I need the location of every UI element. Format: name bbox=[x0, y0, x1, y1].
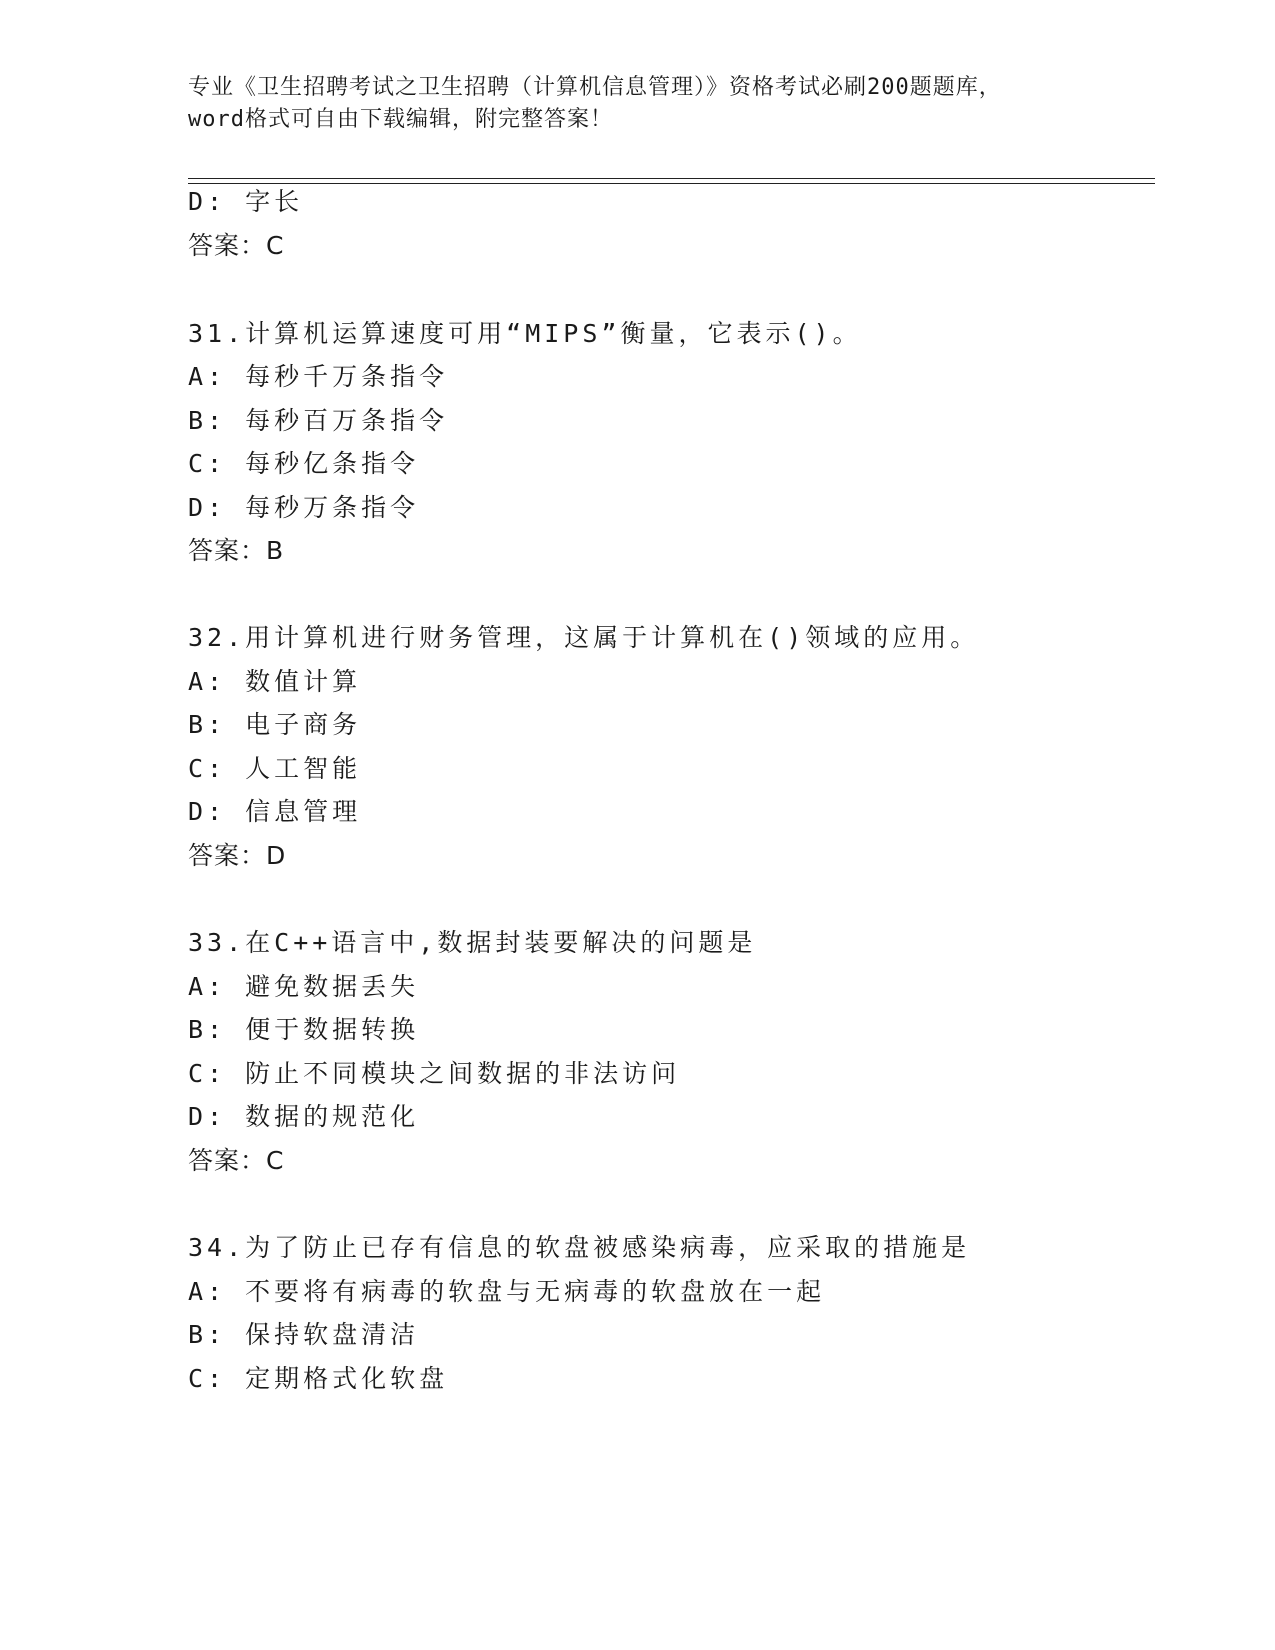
q31-answer: 答案：B bbox=[188, 536, 285, 565]
q34-question: 34.为了防止已存有信息的软盘被感染病毒，应采取的措施是 bbox=[188, 1233, 971, 1262]
header-title-line-2: word格式可自由下载编辑，附完整答案！ bbox=[188, 107, 613, 132]
document-header bbox=[188, 72, 1088, 136]
prev-option-d: D: 字长 bbox=[188, 187, 304, 216]
q32-question: 32.用计算机进行财务管理，这属于计算机在()领域的应用。 bbox=[188, 623, 980, 652]
header-divider-bottom bbox=[188, 183, 1155, 184]
q32-option-b: B: 电子商务 bbox=[188, 710, 362, 739]
q31-option-b: B: 每秒百万条指令 bbox=[188, 406, 449, 435]
q31-question: 31.计算机运算速度可用“MIPS”衡量，它表示()。 bbox=[188, 319, 862, 348]
q34-option-c: C: 定期格式化软盘 bbox=[188, 1364, 449, 1393]
q33-answer: 答案：C bbox=[188, 1146, 285, 1175]
q33-option-d: D: 数据的规范化 bbox=[188, 1102, 420, 1131]
q32-option-a: A: 数值计算 bbox=[188, 667, 362, 696]
q34-option-a: A: 不要将有病毒的软盘与无病毒的软盘放在一起 bbox=[188, 1277, 826, 1306]
q31-option-c: C: 每秒亿条指令 bbox=[188, 449, 420, 478]
q31-option-a: A: 每秒千万条指令 bbox=[188, 362, 449, 391]
prev-answer: 答案：C bbox=[188, 231, 285, 260]
q32-option-d: D: 信息管理 bbox=[188, 797, 362, 826]
q33-option-b: B: 便于数据转换 bbox=[188, 1015, 420, 1044]
q32-answer: 答案：D bbox=[188, 841, 287, 870]
header-title-line-1: 专业《卫生招聘考试之卫生招聘（计算机信息管理）》资格考试必刷200题题库， bbox=[188, 75, 1002, 100]
q33-option-a: A: 避免数据丢失 bbox=[188, 972, 420, 1001]
q31-option-d: D: 每秒万条指令 bbox=[188, 493, 420, 522]
q32-option-c: C: 人工智能 bbox=[188, 754, 362, 783]
q33-option-c: C: 防止不同模块之间数据的非法访问 bbox=[188, 1059, 681, 1088]
q34-option-b: B: 保持软盘清洁 bbox=[188, 1320, 420, 1349]
header-divider-top bbox=[188, 178, 1155, 179]
q33-question: 33.在C++语言中,数据封装要解决的问题是 bbox=[188, 928, 757, 957]
